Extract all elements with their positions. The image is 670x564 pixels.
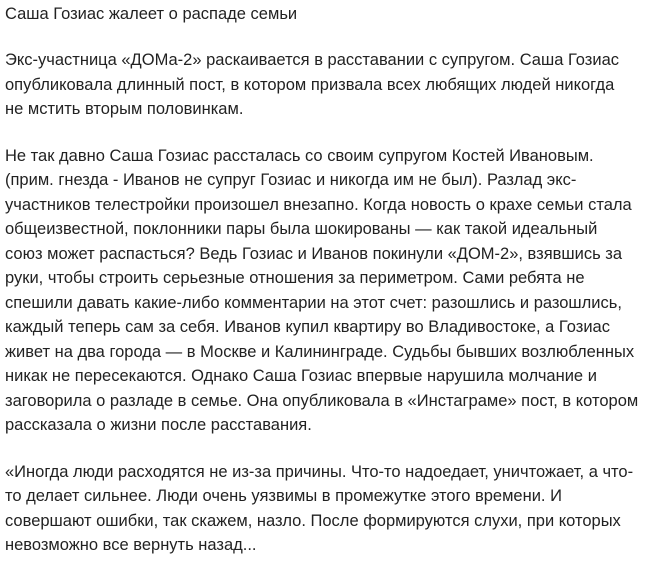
text-line: не мстить вторым половинкам.	[5, 100, 244, 118]
article	[5, 0, 667, 558]
text-line: союз может распасться? Ведь Гозиас и Иванов покинули «ДОМ-2», взявшись за	[5, 244, 623, 263]
text-line: живет на два города — в Москве и Калининграде. Судьбы бывших возлюбленных	[5, 342, 635, 361]
text-line: каждый теперь сам за себя. Иванов купил квартиру во Владивостоке, а Гозиас	[5, 318, 610, 336]
text-line: участников телестройки произошел внезапно. Когда новость о крахе семьи стала	[5, 195, 632, 214]
article-title: Саша Гозиас жалеет о распаде семьи	[5, 5, 298, 23]
text-line: (прим. гнезда - Иванов не супруг Гозиас и никогда им не был). Разлад экс-	[5, 171, 577, 189]
text-line: руки, чтобы строить серьезные отношения за периметром. Сами ребята не	[5, 269, 585, 287]
article-paragraph-quote	[5, 460, 667, 558]
text-line: Экс-участница «ДОМа-2» раскаивается в расставании с супругом. Саша Гозиас	[5, 51, 620, 69]
text-line: заговорила о разладе в семье. Она опубликовала в «Инстаграме» пост, в котором	[5, 391, 639, 410]
text-line: то делает сильнее. Люди очень уязвимы в промежутке этого времени. И	[5, 487, 562, 505]
article-paragraph-intro	[5, 48, 667, 122]
text-line: Не так давно Саша Гозиас рассталась со своим супругом Костей Ивановым.	[5, 146, 594, 165]
text-line: спешили давать какие-либо комментарии на этот счет: разошлись и разошлись,	[5, 293, 622, 312]
text-line: «Иногда люди расходятся не из-за причины. Что-то надоедает, уничтожает, а что-	[5, 462, 634, 481]
text-line: никак не пересекаются. Однако Саша Гозиас впервые нарушила молчание и	[5, 367, 597, 385]
text-line: совершают ошибки, так скажем, назло. После формируются слухи, при которых	[5, 511, 621, 530]
text-line: общеизвестной, поклонники пары была шокированы — как такой идеальный	[5, 220, 598, 238]
article-paragraph-body	[5, 144, 667, 438]
text-line: невозможно все вернуть назад...	[5, 536, 257, 554]
text-line: рассказала о жизни после расставания.	[5, 416, 312, 434]
text-line: опубликовала длинный пост, в котором призвала всех любящих людей никогда	[5, 75, 615, 94]
